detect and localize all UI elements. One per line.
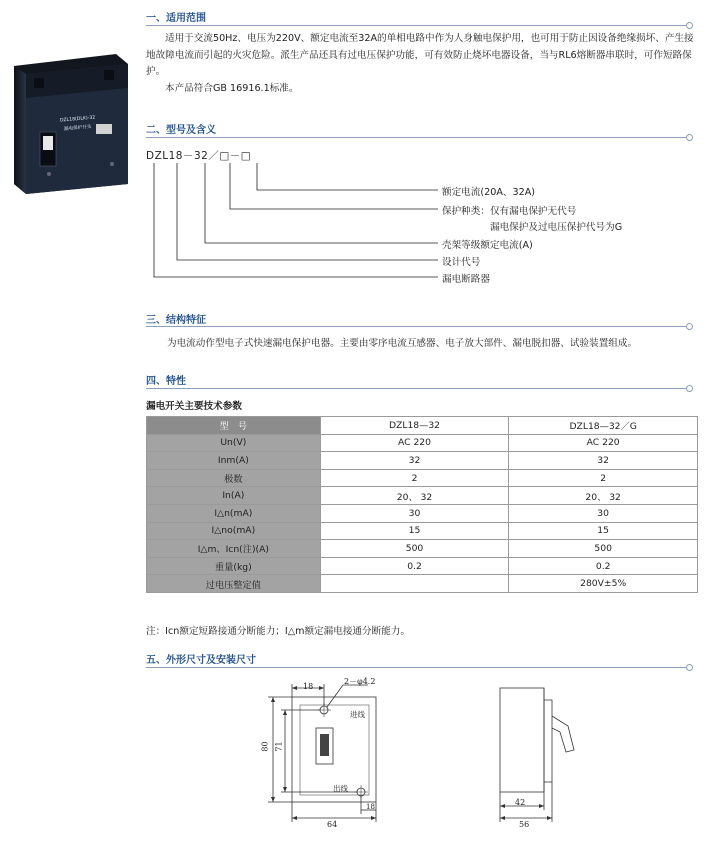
row-label: I△m、Icn(注)(A) <box>147 540 321 558</box>
legend-rated-current: 额定电流(20A、32A) <box>442 187 535 198</box>
dim-80: 80 <box>260 741 270 752</box>
product-label-line1: DZL18(DLK)-32 <box>59 115 96 124</box>
standard-paragraph: 本产品符合GB 16916.1标准。 <box>165 82 299 94</box>
legend-protection-type: 保护种类：仅有漏电保护无代号 <box>442 206 577 217</box>
dim-56: 56 <box>519 820 530 829</box>
table-note: 注：Icn额定短路接通分断能力；I△m额定漏电接通分断能力。 <box>146 626 410 637</box>
structure-text: 为电流动作型电子式快速漏电保护电器。主要由零序电流互感器、电子放大部件、漏电脱扣器、试验装置组成。 <box>167 338 638 349</box>
row-label: In(A) <box>147 487 321 505</box>
side-view-body <box>500 688 544 792</box>
model-code: DZL18－32／□－□ <box>146 150 252 162</box>
cell: 500 <box>320 540 509 558</box>
dim-18-bottom: 18 <box>366 803 375 811</box>
cell: 2 <box>320 469 509 487</box>
section-title-model: 二、型号及含义 <box>146 125 216 136</box>
cell: 32 <box>509 452 698 470</box>
header-dzl18-32: DZL18—32 <box>320 417 509 435</box>
section-title-dimensions: 五、外形尺寸及安装尺寸 <box>146 655 256 666</box>
row-label: I△no(mA) <box>147 522 321 540</box>
header-model: 型 号 <box>147 417 321 435</box>
in-label: 进线 <box>350 710 365 719</box>
dim-71: 71 <box>274 741 284 752</box>
scope-paragraph: 适用于交流50Hz、电压为220V、额定电流至32A的单相电路中作为人身触电保护用，也可用于防止因设备绝缘损坏、产生接地故障电流而引起的火灾危险。派生产品还具有过电压保护功能，可有效防止烧坏电器设备，当与RL6熔断器串联时，可作短路保护。 <box>146 33 694 77</box>
section-title-structure: 三、结构特征 <box>146 315 206 326</box>
row-label: Inm(A) <box>147 452 321 470</box>
row-label: 重量(kg) <box>147 557 321 575</box>
cell: AC 220 <box>320 434 509 452</box>
cell: 2 <box>509 469 698 487</box>
row-label: Un(V) <box>147 434 321 452</box>
cell: 15 <box>320 522 509 540</box>
cell: 0.2 <box>320 557 509 575</box>
row-label: I△n(mA) <box>147 504 321 522</box>
legend-frame-current: 壳架等级额定电流(A) <box>442 240 533 251</box>
out-label: 出线 <box>333 784 348 793</box>
dim-64: 64 <box>327 820 338 829</box>
row-label: 极数 <box>147 469 321 487</box>
header-dzl18-32g: DZL18—32／G <box>509 417 698 435</box>
legend-protection-code-g: 漏电保护及过电压保护代号为G <box>490 222 623 233</box>
dim-42: 42 <box>515 798 526 807</box>
cell: 500 <box>509 540 698 558</box>
row-label: 过电压整定值 <box>147 575 321 593</box>
product-label-line2: 漏电保护开关 <box>63 124 92 133</box>
section-title-scope: 一、适用范围 <box>146 13 206 24</box>
cell: AC 220 <box>509 434 698 452</box>
cell: 0.2 <box>509 557 698 575</box>
spec-table-title: 漏电开关主要技术参数 <box>146 401 242 412</box>
legend-breaker-type: 漏电断路器 <box>442 274 490 285</box>
side-view-front <box>544 700 552 782</box>
cell: 15 <box>509 522 698 540</box>
legend-design-code: 设计代号 <box>442 257 481 268</box>
cell: 20、 32 <box>320 487 509 505</box>
section-title-characteristics: 四、特性 <box>146 376 186 387</box>
dim-18-top: 18 <box>303 682 314 691</box>
cell: 20、 32 <box>509 487 698 505</box>
cell: 30 <box>509 504 698 522</box>
hole-spec: 2－φ4.2 <box>344 677 376 686</box>
side-view-handle <box>552 716 574 752</box>
cell: 280V±5% <box>509 575 698 593</box>
cell: 32 <box>320 452 509 470</box>
cell: 30 <box>320 504 509 522</box>
